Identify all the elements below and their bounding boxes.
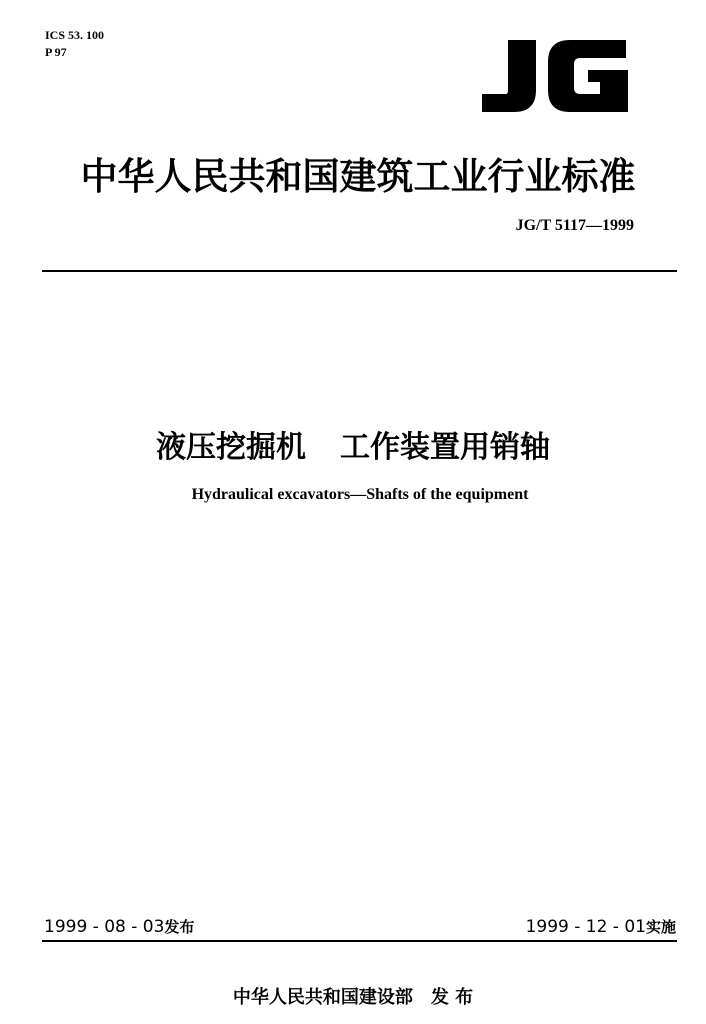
jg-logo [478, 38, 630, 114]
document-title-cn [0, 422, 706, 466]
ics-code: ICS 53. 100 [45, 28, 105, 42]
issuing-authority [0, 983, 706, 1009]
title-cn-part2: 工作装置用销轴 [340, 430, 550, 465]
top-divider [42, 270, 677, 272]
standard-title: 中华人民共和国建筑工业行业标准 [80, 155, 636, 198]
issue-date-label: 发布 [164, 918, 195, 936]
classification-codes [45, 27, 104, 61]
issuer-name: 中华人民共和国建设部 [232, 987, 413, 1008]
issue-date [44, 916, 194, 937]
effective-date-value: 1999 - 12 - 01 [525, 917, 646, 937]
issue-date-value: 1999 - 08 - 03 [44, 917, 165, 937]
issuer-action: 发 布 [430, 987, 474, 1008]
effective-date [526, 916, 676, 937]
document-title-en: Hydraulical excavators—Shafts of the equipment [191, 486, 529, 503]
effective-date-label: 实施 [645, 918, 676, 936]
title-cn-part1: 液压挖掘机 [156, 430, 306, 465]
bottom-divider [42, 940, 677, 942]
category-code: P 97 [45, 45, 67, 59]
standard-number: JG/T 5117—1999 [515, 217, 634, 234]
